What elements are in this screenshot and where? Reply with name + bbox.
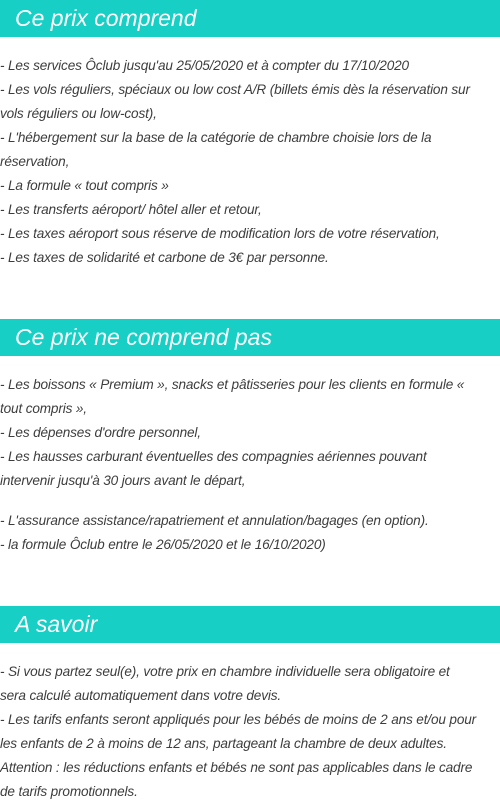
section-heading: Ce prix ne comprend pas [0, 319, 500, 356]
text-line: - la formule Ôclub entre le 26/05/2020 et le 16/10/2020) [0, 537, 326, 552]
section-heading: Ce prix comprend [0, 0, 500, 37]
text-line: intervenir jusqu'à 30 jours avant le départ, [0, 473, 246, 488]
section-text [0, 509, 500, 557]
section-text [0, 660, 500, 804]
text-line: - Les hausses carburant éventuelles des compagnies aériennes pouvant [0, 449, 427, 464]
text-line: - La formule « tout compris » [0, 178, 169, 193]
section-good-to-know [0, 606, 500, 804]
text-line: tout compris », [0, 401, 87, 416]
text-line: - Les transferts aéroport/ hôtel aller et retour, [0, 202, 262, 217]
section-heading: A savoir [0, 606, 500, 643]
text-line: - Les tarifs enfants seront appliqués pour les bébés de moins de 2 ans et/ou pour [0, 712, 477, 727]
text-line: - Les services Ôclub jusqu'au 25/05/2020 et à compter du 17/10/2020 [0, 58, 409, 73]
text-line: sera calculé automatiquement dans votre devis. [0, 688, 281, 703]
text-line: - Les vols réguliers, spéciaux ou low cost A/R (billets émis dès la réservation sur [0, 82, 470, 97]
text-line: - Si vous partez seul(e), votre prix en chambre individuelle sera obligatoire et [0, 664, 450, 679]
text-line: de tarifs promotionnels. [0, 784, 138, 799]
section-text [0, 54, 500, 270]
text-line: - Les taxes aéroport sous réserve de modification lors de votre réservation, [0, 226, 440, 241]
section-text [0, 373, 500, 493]
text-line: vols réguliers ou low-cost), [0, 106, 157, 121]
text-line: Attention : les réductions enfants et bébés ne sont pas applicables dans le cadre [0, 760, 473, 775]
section-price-includes [0, 0, 500, 270]
section-price-excludes [0, 319, 500, 557]
text-line: - Les dépenses d'ordre personnel, [0, 425, 201, 440]
text-line: réservation, [0, 154, 70, 169]
text-line: - L'assurance assistance/rapatriement et annulation/bagages (en option). [0, 513, 429, 528]
text-line: les enfants de 2 à moins de 12 ans, partageant la chambre de deux adultes. [0, 736, 447, 751]
text-line: - Les taxes de solidarité et carbone de 3€ par personne. [0, 250, 329, 265]
text-line: - L'hébergement sur la base de la catégorie de chambre choisie lors de la [0, 130, 432, 145]
text-line: - Les boissons « Premium », snacks et pâtisseries pour les clients en formule « [0, 377, 465, 392]
